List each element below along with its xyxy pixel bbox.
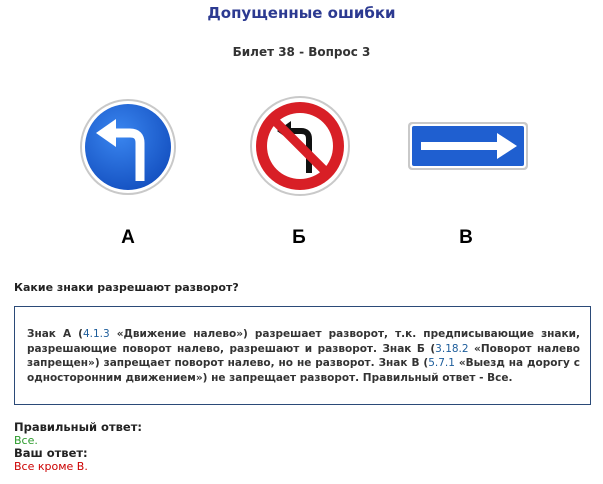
explanation-text: «Движение налево») разрешает разворот, т.к. предписывающие знаки, разрешающие поворот налево, разрешают и разворот. Знак Б (	[27, 328, 580, 355]
answers-block	[14, 421, 142, 473]
explanation-text: «Выезд на дорогу с односторонним движением») не запрещает разворот. Правильный ответ - Все.	[27, 357, 580, 384]
sign-a-label: А	[121, 227, 135, 248]
sign-c-label: В	[459, 227, 473, 248]
explanation-box	[14, 306, 591, 405]
left-turn-arrow-sign-icon	[78, 97, 178, 197]
explanation-text: Знак А (	[27, 328, 83, 340]
no-left-turn-sign-icon	[249, 95, 351, 197]
page-title: Допущенные ошибки	[207, 4, 396, 22]
ticket-label: Билет 38 - Вопрос 3	[232, 45, 371, 59]
user-answer-value: Все кроме В.	[14, 460, 88, 473]
rule-link-4-1-3[interactable]: 4.1.3	[82, 328, 110, 340]
rule-link-5-7-1[interactable]: 5.7.1	[428, 357, 455, 369]
one-way-road-sign-icon	[407, 121, 529, 171]
rule-link-3-18-2[interactable]: 3.18.2	[435, 342, 469, 355]
correct-answer-value: Все.	[14, 434, 38, 447]
question-text: Какие знаки разрешают разворот?	[14, 281, 239, 294]
user-answer-heading: Ваш ответ:	[14, 446, 88, 460]
correct-answer-heading: Правильный ответ:	[14, 420, 142, 434]
sign-b-label: Б	[292, 227, 306, 248]
explanation-text: «Поворот налево запрещен») запрещает поворот налево, но не разворот. Знак В (	[27, 342, 581, 369]
